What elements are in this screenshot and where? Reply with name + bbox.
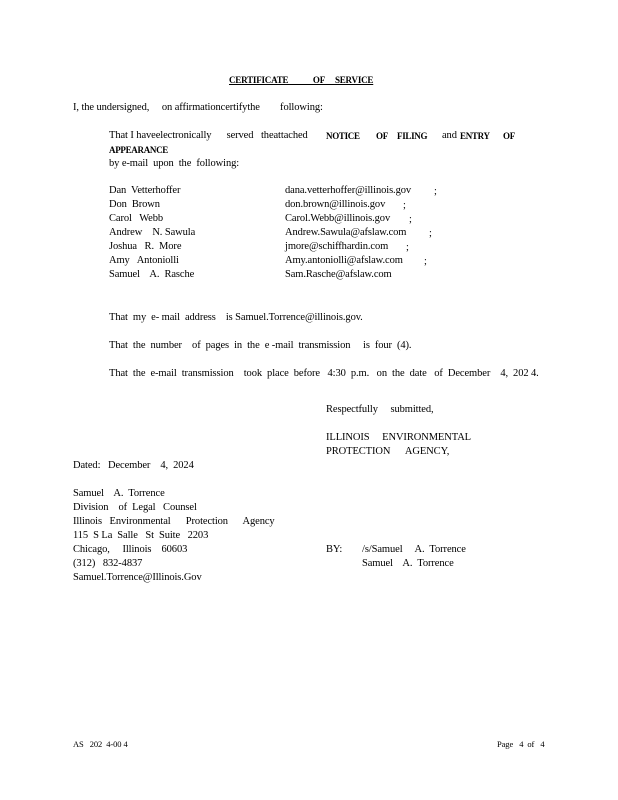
agency-name-line1: ILLINOIS ENVIRONMENTAL: [326, 432, 471, 443]
signer-name: Samuel A. Torrence: [362, 558, 454, 569]
certificate-title: CERTIFICATE OF SERVICE: [229, 75, 374, 85]
agency-name-line2: PROTECTION AGENCY,: [326, 446, 450, 457]
recipient-email: Andrew.Sawula@afslaw.com: [285, 227, 407, 238]
respectfully-submitted: Respectfully submitted,: [326, 404, 434, 415]
recipient-name: Andrew N. Sawula: [109, 227, 196, 238]
contact-city: Chicago, Illinois 60603: [73, 544, 188, 555]
intro-line: I, the undersigned, on affirmationcertifythe following:: [73, 102, 323, 113]
contact-email: Samuel.Torrence@Illinois.Gov: [73, 572, 202, 583]
page-number: Page 4 of 4: [497, 739, 545, 749]
contact-name: Samuel A. Torrence: [73, 488, 165, 499]
filing-label: FILING: [397, 131, 428, 141]
of-label: OF: [376, 131, 388, 141]
contact-street: 115 S La Salle St Suite 2203: [73, 530, 209, 541]
transmission-time-statement: That the e-mail transmission took place before 4:30 p.m. on the date of December 4, 202 4.: [109, 368, 539, 379]
pages-statement: That the number of pages in the e -mail transmission is four (4).: [109, 340, 412, 351]
recipient-name: Samuel A. Rasche: [109, 269, 195, 280]
recipient-name: Joshua R. More: [109, 241, 182, 252]
appearance-label: APPEARANCE: [109, 145, 168, 155]
notice-label: NOTICE: [326, 131, 360, 141]
entry-label: ENTRY: [460, 131, 490, 141]
recipient-separator: ;: [434, 186, 437, 197]
docket-number: AS 202 4-00 4: [73, 739, 128, 749]
recipient-email: don.brown@illinois.gov: [285, 199, 386, 210]
contact-agency: Illinois Environmental Protection Agency: [73, 516, 275, 527]
served-statement: That I haveelectronically served theattached: [109, 130, 308, 141]
recipient-name: Dan Vetterhoffer: [109, 185, 181, 196]
dated-line: Dated: December 4, 2024: [73, 460, 194, 471]
recipient-name: Carol Webb: [109, 213, 164, 224]
recipient-separator: ;: [403, 200, 406, 211]
recipient-separator: ;: [409, 214, 412, 225]
recipient-separator: ;: [424, 256, 427, 267]
recipient-separator: ;: [429, 228, 432, 239]
recipient-email: Sam.Rasche@afslaw.com: [285, 269, 392, 280]
by-email-line: by e-mail upon the following:: [109, 158, 240, 169]
recipient-name: Amy Antoniolli: [109, 255, 179, 266]
by-label: BY:: [326, 544, 343, 555]
recipient-email: dana.vetterhoffer@illinois.gov: [285, 185, 412, 196]
and-label: and: [442, 130, 457, 141]
recipient-email: jmore@schiffhardin.com: [285, 241, 389, 252]
email-address-statement: That my e- mail address is Samuel.Torrence@illinois.gov.: [109, 312, 363, 323]
recipient-email: Amy.antoniolli@afslaw.com: [285, 255, 403, 266]
contact-division: Division of Legal Counsel: [73, 502, 197, 513]
recipient-name: Don Brown: [109, 199, 160, 210]
of-label: OF: [503, 131, 515, 141]
recipient-separator: ;: [406, 242, 409, 253]
signature: /s/Samuel A. Torrence: [362, 544, 466, 555]
contact-phone: (312) 832-4837: [73, 558, 143, 569]
recipient-email: Carol.Webb@illinois.gov: [285, 213, 391, 224]
